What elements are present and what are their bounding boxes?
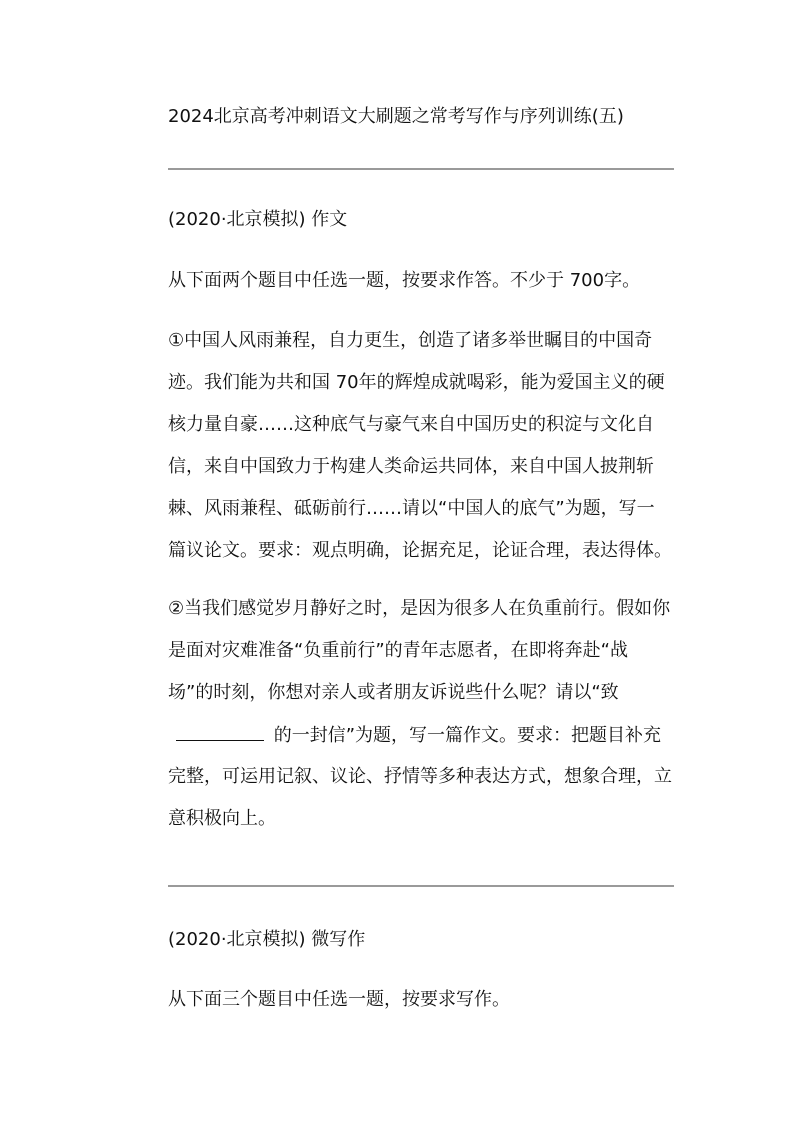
paragraph-line: 意积极向上。 (168, 808, 276, 829)
section1-source: (2020·北京模拟) 作文 (168, 209, 348, 230)
paragraph-line: 篇议论文。要求：观点明确，论据充足，论证合理，表达得体。 (168, 540, 672, 561)
document-title: 2024北京高考冲刺语文大刷题之常考写作与序列训练(五) (168, 106, 624, 127)
section-divider (168, 885, 674, 887)
section1-instruction: 从下面两个题目中任选一题，按要求作答。不少于 700字。 (168, 270, 641, 291)
section-divider (168, 168, 674, 170)
paragraph-line: 核力量自豪……这种底气与豪气来自中国历史的积淀与文化自 (168, 414, 654, 435)
section2-instruction: 从下面三个题目中任选一题，按要求写作。 (168, 989, 510, 1010)
paragraph-line: 棘、风雨兼程、砥砺前行……请以“中国人的底气”为题，写一 (168, 498, 655, 519)
paragraph-line: ②当我们感觉岁月静好之时，是因为很多人在负重前行。假如你 (168, 598, 671, 619)
paragraph-line: 是面对灾难准备“负重前行”的青年志愿者，在即将奔赴“战 (168, 640, 628, 661)
paragraph-line: ①中国人风雨兼程，自力更生，创造了诸多举世瞩目的中国奇 (168, 330, 653, 351)
section2-source: (2020·北京模拟) 微写作 (168, 929, 366, 950)
blank-line-text: 的一封信”为题，写一篇作文。要求：把题目补充 (273, 725, 662, 746)
paragraph-line: 场”的时刻，你想对亲人或者朋友诉说些什么呢？请以“致 (168, 682, 619, 703)
fill-in-blank (176, 722, 264, 741)
paragraph-line: 信，来自中国致力于构建人类命运共同体，来自中国人披荆斩 (168, 456, 654, 477)
paragraph-line-with-blank (168, 722, 674, 749)
paragraph-line: 迹。我们能为共和国 70年的辉煌成就喝彩，能为爱国主义的硬 (168, 372, 665, 393)
paragraph-line: 完整，可运用记叙、议论、抒情等多种表达方式，想象合理，立 (168, 766, 672, 787)
